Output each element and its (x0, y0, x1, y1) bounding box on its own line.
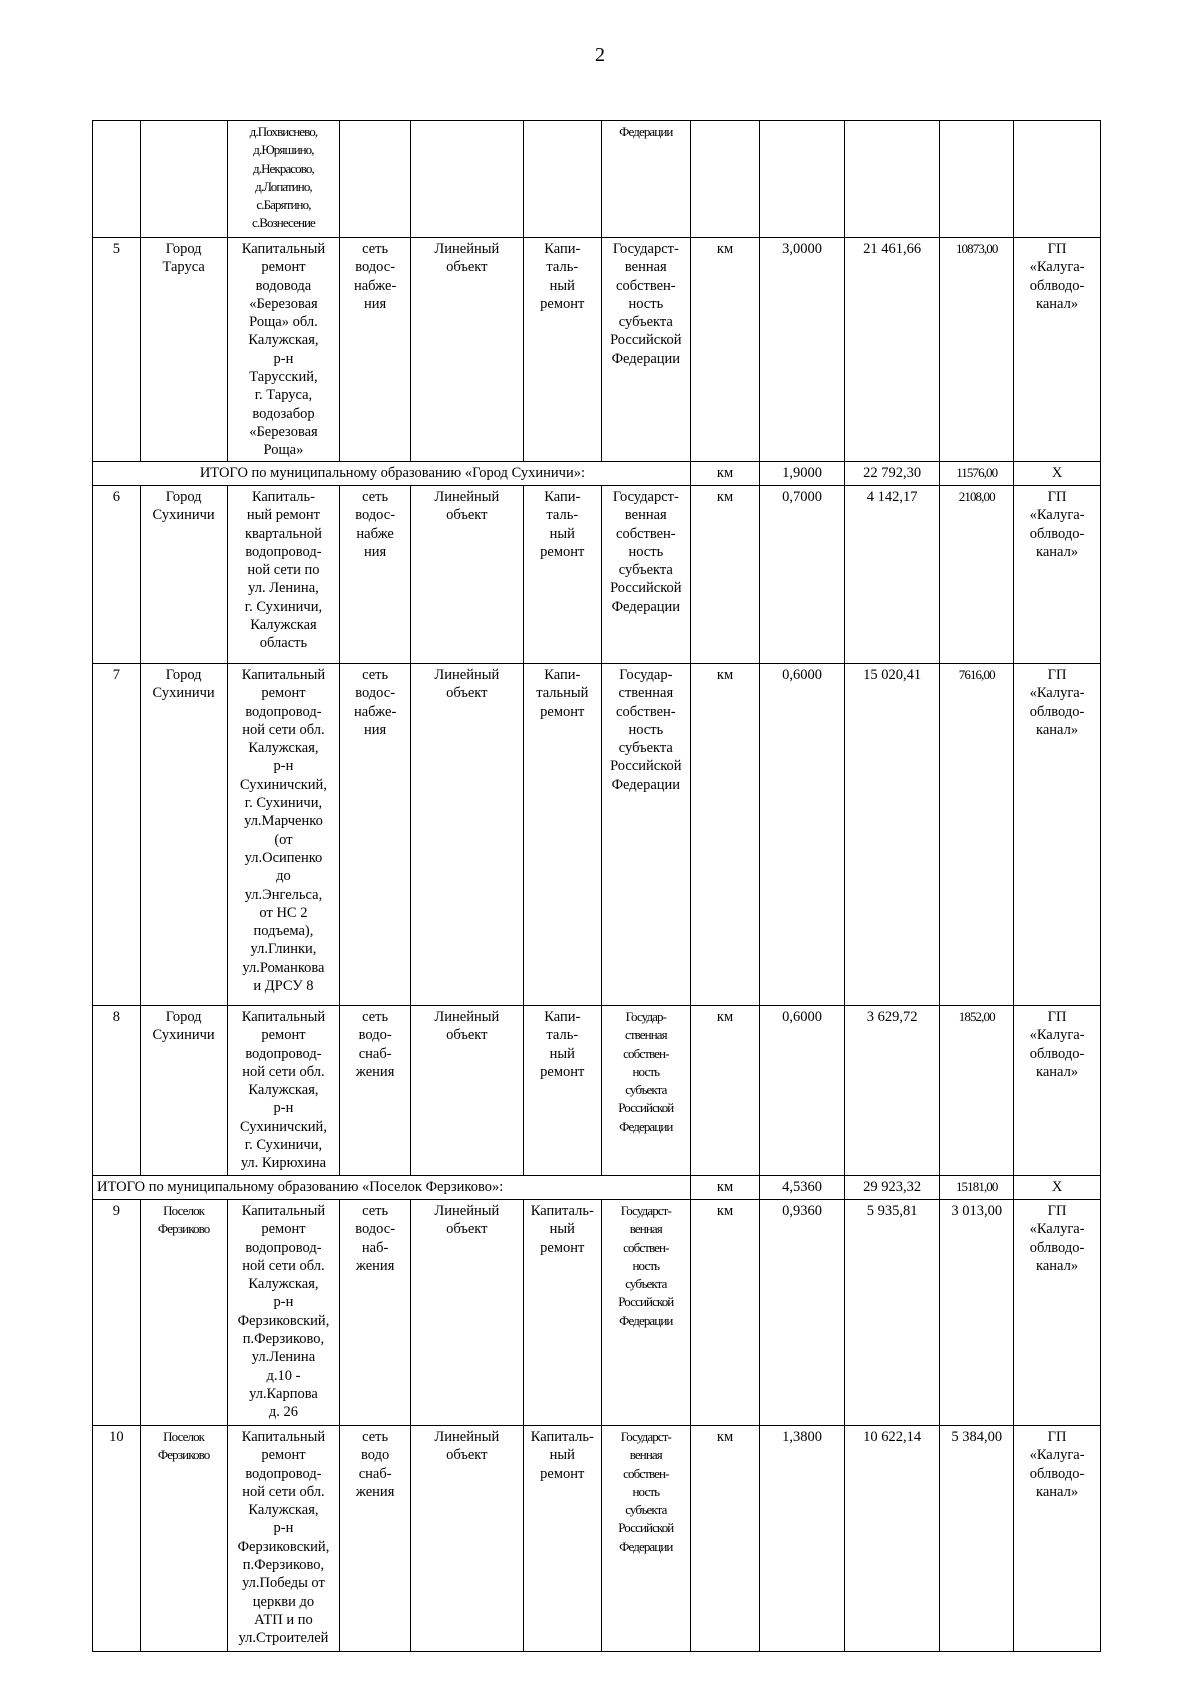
cell-cost: 15 020,41 (844, 664, 939, 1006)
cell-owner: Государст- венная собствен- ность субъекта Российской Федерации (601, 238, 690, 462)
cell-category (410, 121, 523, 238)
cell-executor: Х (1014, 462, 1101, 486)
cell-municipality (140, 121, 227, 238)
objects-table (92, 120, 1101, 1652)
table-row (93, 1006, 1101, 1176)
cell-length: 1,3800 (760, 1426, 845, 1652)
cell-cost: 21 461,66 (844, 238, 939, 462)
cell-length: 3,0000 (760, 238, 845, 462)
cell-network: сеть водо- снаб- жения (340, 1006, 411, 1176)
cell-work: Капи- таль- ный ремонт (523, 238, 601, 462)
cell-amount: 3 013,00 (940, 1200, 1014, 1426)
cell-cost: 22 792,30 (844, 462, 939, 486)
cell-length (760, 121, 845, 238)
cell-object: Капитальный ремонт водопровод- ной сети обл. Калужская, р-н Сухиничский, г. Сухиничи, ул. Кирюхина (227, 1006, 340, 1176)
cell-amount: 11576,00 (940, 462, 1014, 486)
cell-unit (690, 121, 759, 238)
cell-cost: 10 622,14 (844, 1426, 939, 1652)
cell-work: Капи- таль- ный ремонт (523, 486, 601, 664)
cell-executor: ГП «Калуга- облводо- канал» (1014, 1006, 1101, 1176)
cell-municipality: Город Сухиничи (140, 664, 227, 1006)
cell-unit: км (690, 1006, 759, 1176)
cell-object: Капитальный ремонт водовода «Березовая Роща» обл. Калужская, р-н Тарусский, г. Таруса, водозабор «Березовая Роща» (227, 238, 340, 462)
cell-municipality: Поселок Ферзиково (140, 1426, 227, 1652)
cell-num: 10 (93, 1426, 141, 1652)
table-row (93, 1200, 1101, 1426)
cell-category: Линейный объект (410, 1006, 523, 1176)
cell-object: д.Похвиснево, д.Юряшино, д.Некрасово, д.Лопатино, с.Барятино, с.Вознесение (227, 121, 340, 238)
cell-object: Капитальный ремонт водопровод- ной сети обл. Калужская, р-н Ферзиковский, п.Ферзиково, ул.Победы от церкви до АТП и по ул.Строителей (227, 1426, 340, 1652)
cell-owner: Государст- венная собствен- ность субъекта Российской Федерации (601, 486, 690, 664)
cell-executor: ГП «Калуга- облводо- канал» (1014, 486, 1101, 664)
cell-amount: 2108,00 (940, 486, 1014, 664)
cell-unit: км (690, 1200, 759, 1426)
cell-unit: км (690, 1176, 759, 1200)
cell-category: Линейный объект (410, 486, 523, 664)
cell-length: 1,9000 (760, 462, 845, 486)
cell-cost: 3 629,72 (844, 1006, 939, 1176)
cell-amount (940, 121, 1014, 238)
cell-work: Капи- тальный ремонт (523, 664, 601, 1006)
cell-work: Капиталь- ный ремонт (523, 1426, 601, 1652)
cell-length: 0,7000 (760, 486, 845, 664)
cell-category: Линейный объект (410, 238, 523, 462)
cell-unit: км (690, 664, 759, 1006)
cell-amount: 15181,00 (940, 1176, 1014, 1200)
cell-object: Капитальный ремонт водопровод- ной сети обл. Калужская, р-н Ферзиковский, п.Ферзиково, ул.Ленина д.10 - ул.Карпова д. 26 (227, 1200, 340, 1426)
cell-municipality: Город Сухиничи (140, 1006, 227, 1176)
cell-length: 0,9360 (760, 1200, 845, 1426)
cell-amount: 5 384,00 (940, 1426, 1014, 1652)
cell-network: сеть водос- наб- жения (340, 1200, 411, 1426)
cell-length: 0,6000 (760, 664, 845, 1006)
table-row (93, 238, 1101, 462)
cell-owner: Государ- ственная собствен- ность субъекта Российской Федерации (601, 1006, 690, 1176)
cell-num: 5 (93, 238, 141, 462)
cell-cost (844, 121, 939, 238)
cell-category: Линейный объект (410, 1426, 523, 1652)
cell-network: сеть водос- набже- ния (340, 664, 411, 1006)
cell-object: Капиталь- ный ремонт квартальной водопровод- ной сети по ул. Ленина, г. Сухиничи, Калужская область (227, 486, 340, 664)
total-label: ИТОГО по муниципальному образованию «Поселок Ферзиково»: (93, 1176, 691, 1200)
cell-owner: Федерации (601, 121, 690, 238)
cell-executor (1014, 121, 1101, 238)
cell-amount: 1852,00 (940, 1006, 1014, 1176)
cell-work (523, 121, 601, 238)
cell-work: Капиталь- ный ремонт (523, 1200, 601, 1426)
cell-cost: 5 935,81 (844, 1200, 939, 1426)
table-row-total (93, 1176, 1101, 1200)
cell-executor: ГП «Калуга- облводо- канал» (1014, 1426, 1101, 1652)
cell-municipality: Город Сухиничи (140, 486, 227, 664)
cell-work: Капи- таль- ный ремонт (523, 1006, 601, 1176)
cell-municipality: Поселок Ферзиково (140, 1200, 227, 1426)
cell-network: сеть водо снаб- жения (340, 1426, 411, 1652)
cell-object: Капитальный ремонт водопровод- ной сети обл. Калужская, р-н Сухиничский, г. Сухиничи, ул.Марченко (от ул.Осипенко до ул.Энгельса, от НС 2 подъема), ул.Глинки, ул.Романкова и ДРСУ 8 (227, 664, 340, 1006)
cell-num: 9 (93, 1200, 141, 1426)
cell-length: 4,5360 (760, 1176, 845, 1200)
cell-unit: км (690, 486, 759, 664)
cell-amount: 7616,00 (940, 664, 1014, 1006)
cell-executor: ГП «Калуга- облводо- канал» (1014, 664, 1101, 1006)
cell-category: Линейный объект (410, 664, 523, 1006)
cell-cost: 4 142,17 (844, 486, 939, 664)
table-row (93, 486, 1101, 664)
cell-municipality: Город Таруса (140, 238, 227, 462)
cell-unit: км (690, 238, 759, 462)
table-row (93, 664, 1101, 1006)
total-label: ИТОГО по муниципальному образованию «Город Сухиничи»: (93, 462, 691, 486)
cell-num (93, 121, 141, 238)
cell-amount: 10873,00 (940, 238, 1014, 462)
cell-executor: ГП «Калуга- облводо- канал» (1014, 238, 1101, 462)
cell-executor: Х (1014, 1176, 1101, 1200)
cell-executor: ГП «Калуга- облводо- канал» (1014, 1200, 1101, 1426)
cell-owner: Государ- ственная собствен- ность субъекта Российской Федерации (601, 664, 690, 1006)
table-row (93, 1426, 1101, 1652)
cell-unit: км (690, 462, 759, 486)
cell-category: Линейный объект (410, 1200, 523, 1426)
cell-owner: Государст- венная собствен- ность субъекта Российской Федерации (601, 1426, 690, 1652)
table-row-total (93, 462, 1101, 486)
table-row-continuation (93, 121, 1101, 238)
page-number: 2 (595, 44, 605, 66)
cell-num: 7 (93, 664, 141, 1006)
cell-network (340, 121, 411, 238)
cell-num: 8 (93, 1006, 141, 1176)
cell-network: сеть водос- набже ния (340, 486, 411, 664)
cell-length: 0,6000 (760, 1006, 845, 1176)
cell-network: сеть водос- набже- ния (340, 238, 411, 462)
cell-owner: Государст- венная собствен- ность субъекта Российской Федерации (601, 1200, 690, 1426)
cell-cost: 29 923,32 (844, 1176, 939, 1200)
cell-num: 6 (93, 486, 141, 664)
cell-unit: км (690, 1426, 759, 1652)
